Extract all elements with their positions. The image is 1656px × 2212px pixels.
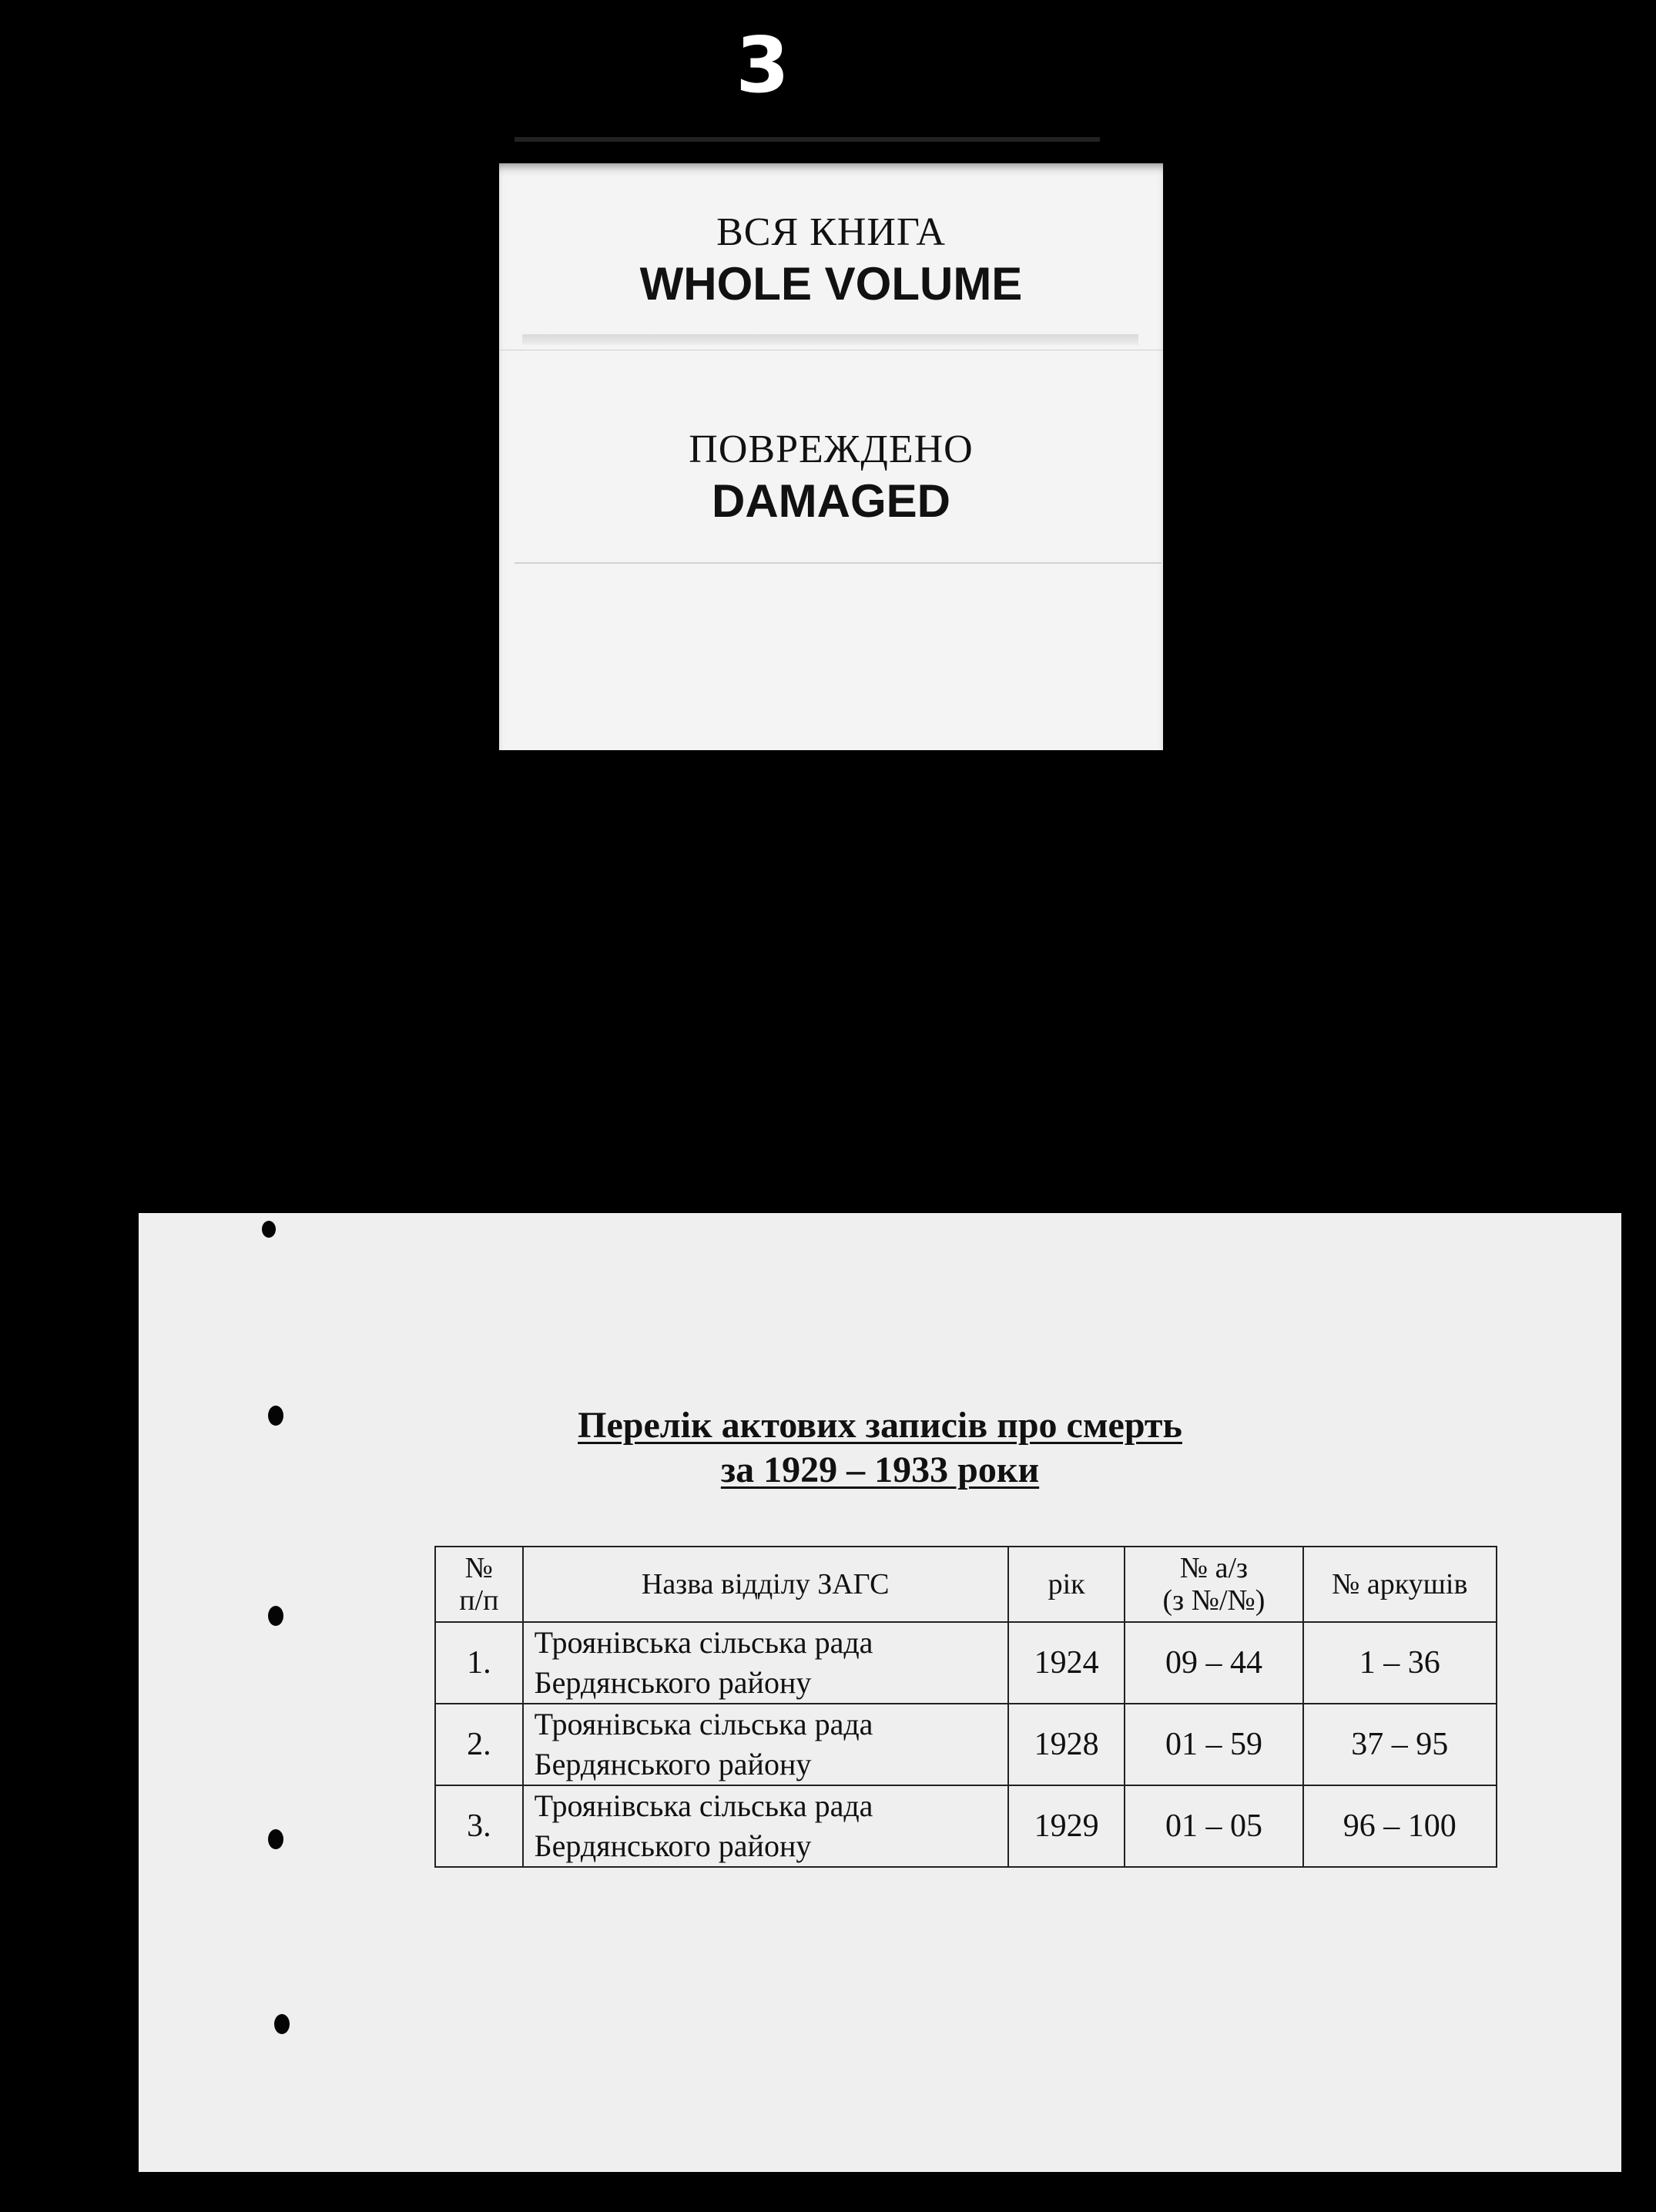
row-records: 01 – 59 bbox=[1125, 1704, 1302, 1785]
row-num: 3. bbox=[435, 1785, 523, 1867]
punch-hole bbox=[262, 1221, 276, 1238]
row-records: 09 – 44 bbox=[1125, 1622, 1302, 1704]
table-row bbox=[435, 1704, 1497, 1785]
frame-number: 3 bbox=[736, 20, 789, 110]
row-sheets: 96 – 100 bbox=[1303, 1785, 1497, 1867]
punch-hole bbox=[268, 1829, 283, 1849]
row-year: 1924 bbox=[1008, 1622, 1125, 1704]
damaged-label-ru: ПОВРЕЖДЕНО bbox=[689, 427, 974, 471]
punch-hole bbox=[268, 1606, 283, 1626]
row-num: 2. bbox=[435, 1704, 523, 1785]
row-year: 1928 bbox=[1008, 1704, 1125, 1785]
card-top-edge bbox=[515, 137, 1100, 142]
whole-volume-label-ru: ВСЯ КНИГА bbox=[716, 210, 946, 254]
card-faint-line bbox=[515, 562, 1162, 564]
header-sheets: № аркушів bbox=[1303, 1547, 1497, 1622]
row-sheets: 1 – 36 bbox=[1303, 1622, 1497, 1704]
punch-hole bbox=[274, 2014, 290, 2034]
card-fold bbox=[522, 334, 1138, 345]
row-sheets: 37 – 95 bbox=[1303, 1704, 1497, 1785]
row-year: 1929 bbox=[1008, 1785, 1125, 1867]
row-name: Троянівська сільська рада Бердянського району bbox=[523, 1704, 1008, 1785]
header-num: № п/п bbox=[435, 1547, 523, 1622]
document-title-line2: за 1929 – 1933 роки bbox=[720, 1450, 1040, 1490]
target-card bbox=[499, 163, 1163, 750]
document-title-line1: Перелік актових записів про смерть bbox=[578, 1405, 1182, 1446]
table-header-row bbox=[435, 1547, 1497, 1622]
table-row bbox=[435, 1785, 1497, 1867]
whole-volume-label-en: WHOLE VOLUME bbox=[639, 258, 1023, 310]
table-row bbox=[435, 1622, 1497, 1704]
document-page bbox=[139, 1213, 1621, 2172]
damaged-label-en: DAMAGED bbox=[712, 475, 950, 527]
header-name: Назва відділу ЗАГС bbox=[523, 1547, 1008, 1622]
header-records: № а/з (з №/№) bbox=[1125, 1547, 1302, 1622]
header-year: рік bbox=[1008, 1547, 1125, 1622]
records-table bbox=[434, 1546, 1497, 1868]
row-num: 1. bbox=[435, 1622, 523, 1704]
row-name: Троянівська сільська рада Бердянського району bbox=[523, 1785, 1008, 1867]
row-name: Троянівська сільська рада Бердянського району bbox=[523, 1622, 1008, 1704]
row-records: 01 – 05 bbox=[1125, 1785, 1302, 1867]
